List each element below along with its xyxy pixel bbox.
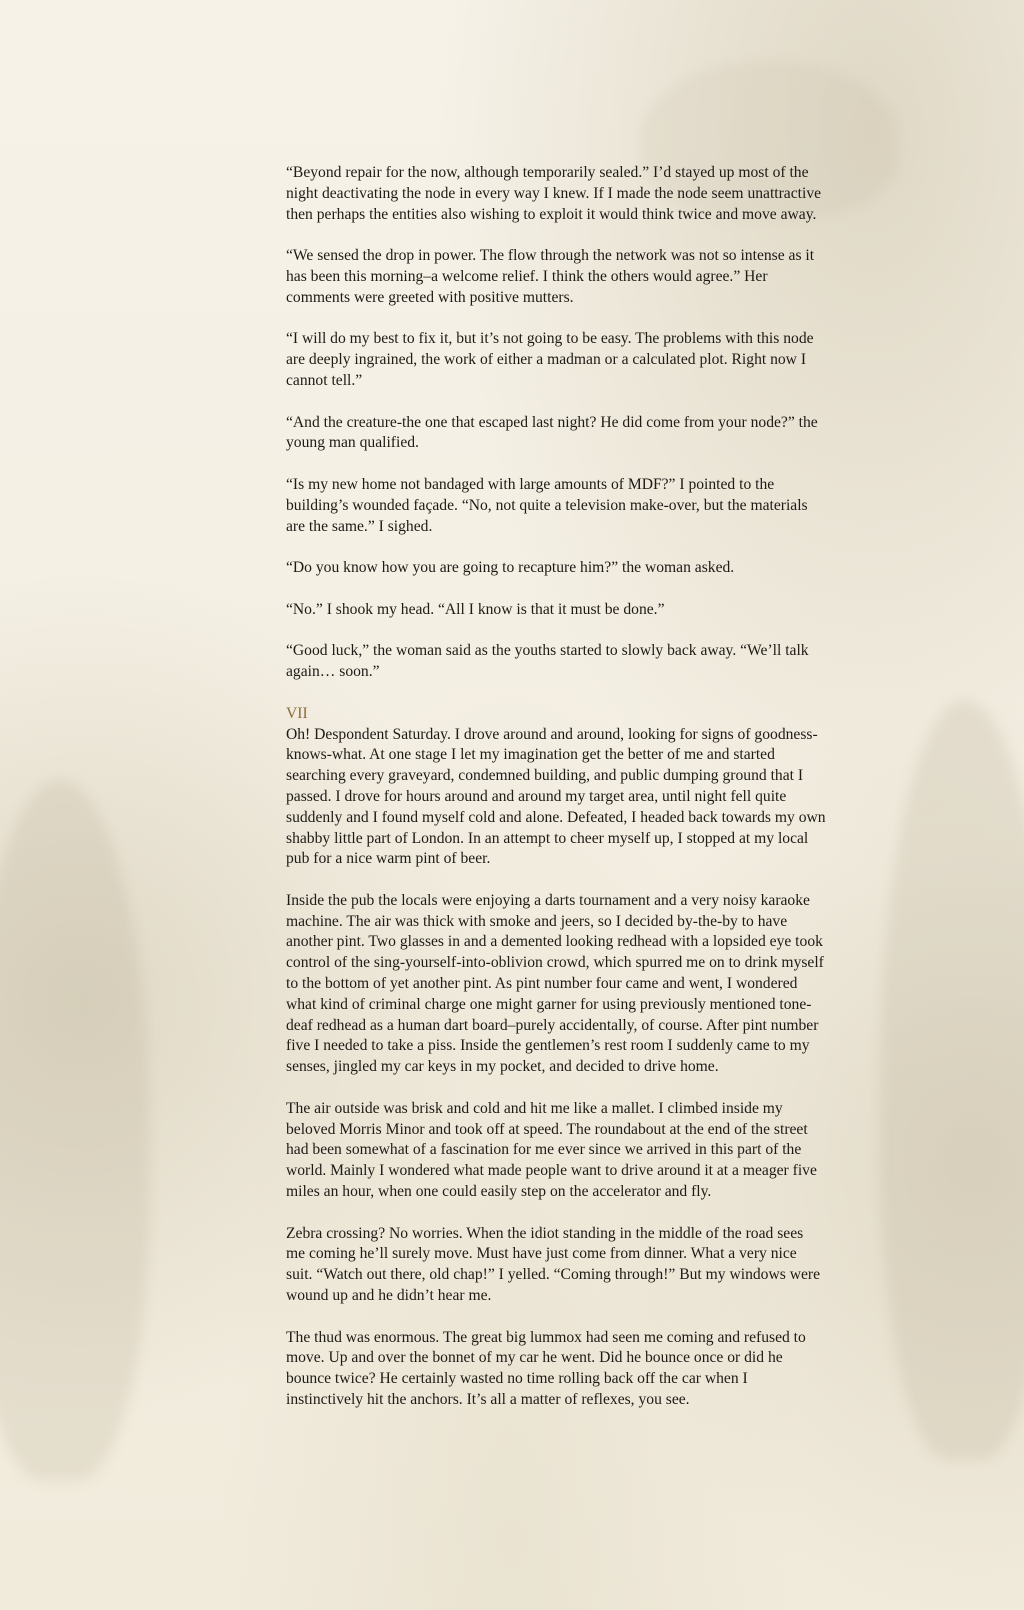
paragraph: “Is my new home not bandaged with large amounts of MDF?” I pointed to the building’s wounded façade. “No, not quite a television make-over, but the materials are the same.” I sighed. (286, 475, 808, 535)
body-text (286, 163, 826, 1432)
background-figure-right (880, 700, 1024, 1460)
paragraph: The thud was enormous. The great big lummox had seen me coming and refused to move. Up and over the bonnet of my car he went. Did he bounce once or did he bounce twice? He certainly wasted no time rolling back off the car when I instinctively hit the anchors. It’s all a matter of reflexes, you see. (286, 1328, 806, 1409)
paragraph: “And the creature-the one that escaped last night? He did come from your node?” the young man qualified. (286, 413, 818, 452)
paragraph: “No.” I shook my head. “All I know is that it must be done.” (286, 600, 665, 618)
section-heading: VII (286, 704, 308, 722)
paragraph: “Beyond repair for the now, although temporarily sealed.” I’d stayed up most of the night deactivating the node in every way I knew. If I made the node seem unattractive then perhaps the entities also wishing to exploit it would think twice and move away. (286, 164, 822, 223)
paragraph: The air outside was brisk and cold and hit me like a mallet. I climbed inside my beloved Morris Minor and took off at speed. The roundabout at the end of the street had been somewhat of a fascination for me ever since we arrived in this part of the world. Mainly I wondered what made people want to drive around it at a meager five miles an hour, when one could easily step on the accelerator and fly. (286, 1099, 817, 1201)
paragraph: “Do you know how you are going to recapture him?” the woman asked. (286, 559, 735, 577)
background-figure-left (0, 780, 150, 1480)
paragraph: “Good luck,” the woman said as the youths started to slowly back away. “We’ll talk again… soon.” (286, 642, 809, 681)
paragraph: Zebra crossing? No worries. When the idiot standing in the middle of the road sees me coming he’ll surely move. Must have just come from dinner. What a very nice suit. “Watch out there, old chap!” I yelled. “Coming through!” But my windows were wound up and he didn’t hear me. (286, 1224, 820, 1305)
paragraph: “I will do my best to fix it, but it’s not going to be easy. The problems with this node are deeply ingrained, the work of either a madman or a calculated plot. Right now I cannot tell.” (286, 330, 814, 389)
paragraph: Oh! Despondent Saturday. I drove around and around, looking for signs of goodness-knows-what. At one stage I let my imagination get the better of me and started searching every graveyard, condemned building, and public dumping ground that I passed. I drove for hours around and around my target area, until night fell quite suddenly and I found myself cold and alone. Defeated, I headed back towards my own shabby little part of London. In an attempt to cheer myself up, I stopped at my local pub for a nice warm pint of beer. (286, 725, 826, 868)
paragraph: Inside the pub the locals were enjoying a darts tournament and a very noisy karaoke machine. The air was thick with smoke and jeers, so I decided by-the-by to have another pint. Two glasses in and a demented looking redhead with a lopsided eye took control of the sing-yourself-into-oblivion crowd, which spurred me on to drink myself to the bottom of yet another pint. As pint number four came and went, I wondered what kind of criminal charge one might garner for using previously mentioned tone-deaf redhead as a human dart board–purely accidentally, of course. After pint number five I needed to take a piss. Inside the gentlemen’s rest room I suddenly came to my senses, jingled my car keys in my pocket, and decided to drive home. (286, 891, 824, 1076)
paragraph: “We sensed the drop in power. The flow through the network was not so intense as it has been this morning–a welcome relief. I think the others would agree.” Her comments were greeted with positive mutters. (286, 247, 815, 306)
